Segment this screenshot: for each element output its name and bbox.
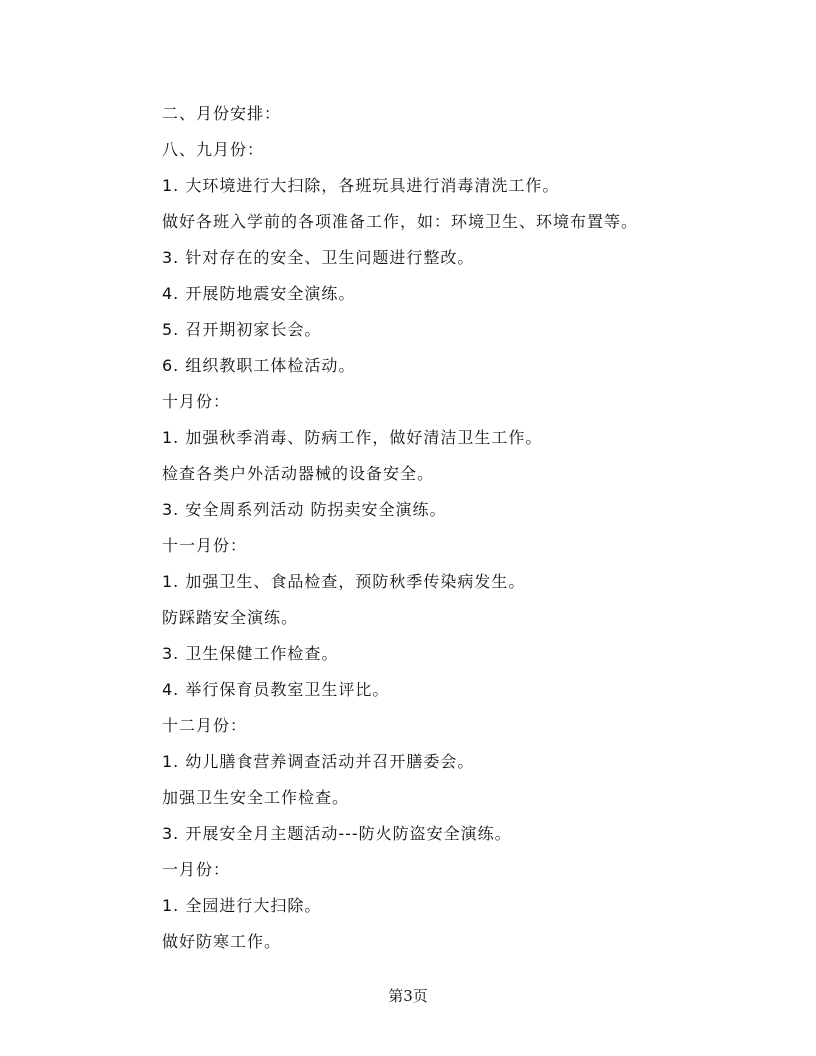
section-heading: 二、月份安排： — [162, 104, 282, 123]
list-item: 做好防寒工作。 — [162, 932, 282, 951]
list-item: 3. 开展安全月主题活动---防火防盗安全演练。 — [162, 824, 512, 843]
month-heading: 十二月份： — [162, 716, 248, 735]
list-item: 5. 召开期初家长会。 — [162, 320, 322, 339]
list-item: 加强卫生安全工作检查。 — [162, 788, 350, 807]
page-number: 第3页 — [388, 987, 428, 1005]
list-item: 检查各类户外活动器械的设备安全。 — [162, 464, 435, 483]
list-item: 1. 全园进行大扫除。 — [162, 896, 322, 915]
document-body — [162, 96, 722, 960]
list-item: 1. 大环境进行大扫除，各班玩具进行消毒清洗工作。 — [162, 176, 560, 195]
month-heading: 八、九月份： — [162, 140, 265, 159]
list-item: 4. 开展防地震安全演练。 — [162, 284, 356, 303]
month-heading: 一月份： — [162, 860, 231, 879]
month-heading: 十月份： — [162, 392, 231, 411]
list-item: 3. 安全周系列活动 防拐卖安全演练。 — [162, 500, 447, 519]
list-item: 3. 针对存在的安全、卫生问题进行整改。 — [162, 248, 475, 267]
list-item: 6. 组织教职工体检活动。 — [162, 356, 356, 375]
month-heading: 十一月份： — [162, 536, 248, 555]
list-item: 1. 加强卫生、食品检查，预防秋季传染病发生。 — [162, 572, 526, 591]
list-item: 做好各班入学前的各项准备工作，如：环境卫生、环境布置等。 — [162, 212, 639, 231]
list-item: 防踩踏安全演练。 — [162, 608, 299, 627]
list-item: 1. 加强秋季消毒、防病工作，做好清洁卫生工作。 — [162, 428, 543, 447]
list-item: 4. 举行保育员教室卫生评比。 — [162, 680, 390, 699]
list-item: 3. 卫生保健工作检查。 — [162, 644, 339, 663]
list-item: 1. 幼儿膳食营养调查活动并召开膳委会。 — [162, 752, 475, 771]
